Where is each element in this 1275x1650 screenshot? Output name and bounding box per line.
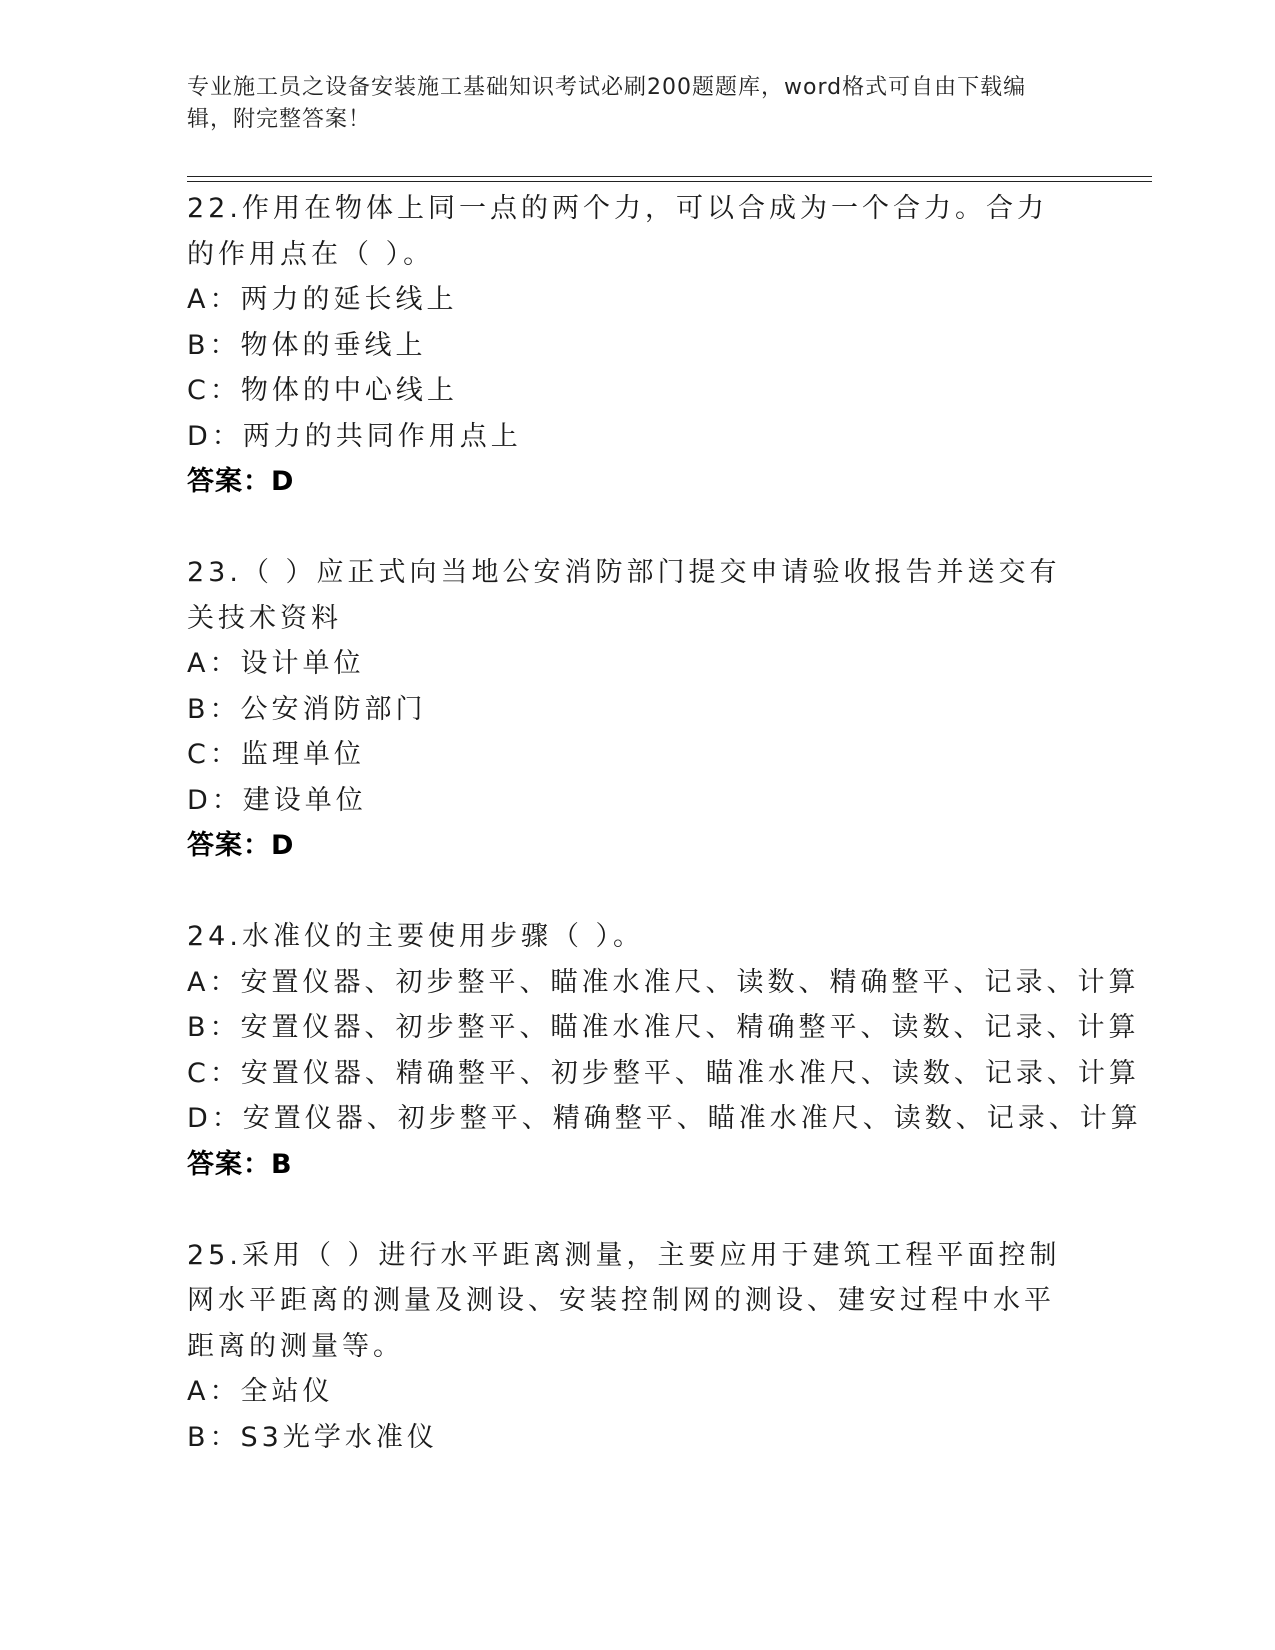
option-b: B：安置仪器、初步整平、瞄准水准尺、精确整平、读数、记录、计算 — [187, 1012, 1140, 1043]
spacer — [187, 869, 1087, 915]
answer-line: 答案：B — [187, 1148, 293, 1180]
option-b: B：S3光学水准仪 — [187, 1421, 438, 1453]
option-a: A：全站仪 — [187, 1376, 334, 1407]
option-d: D：安置仪器、初步整平、精确整平、瞄准水准尺、读数、记录、计算 — [187, 1103, 1142, 1134]
option-c: C：安置仪器、精确整平、初步整平、瞄准水准尺、读数、记录、计算 — [187, 1057, 1140, 1089]
option-a: A：安置仪器、初步整平、瞄准水准尺、读数、精确整平、记录、计算 — [187, 966, 1140, 998]
spacer — [187, 1187, 1087, 1233]
option-c: C：物体的中心线上 — [187, 375, 458, 406]
answer-line: 答案：D — [187, 830, 295, 861]
option-d: D：建设单位 — [187, 784, 367, 816]
question-24 — [187, 914, 1142, 1187]
option-c: C：监理单位 — [187, 739, 365, 770]
question-25 — [187, 1233, 1087, 1461]
answer-line: 答案：D — [187, 466, 295, 497]
option-d: D：两力的共同作用点上 — [187, 420, 522, 452]
header-divider-top — [187, 176, 1152, 177]
document-header: 专业施工员之设备安装施工基础知识考试必刷200题题库，word格式可自由下载编辑，附完整答案！ — [187, 75, 1027, 132]
question-stem: 23.（ ）应正式向当地公安消防部门提交申请验收报告并送交有关技术资料 — [187, 557, 1061, 634]
question-stem: 22.作用在物体上同一点的两个力，可以合成为一个合力。合力的作用点在（ ）。 — [187, 193, 1048, 270]
question-stem: 24.水准仪的主要使用步骤（ ）。 — [187, 921, 645, 952]
question-22 — [187, 186, 1087, 505]
question-list — [187, 186, 1142, 1460]
question-stem: 25.采用（ ）进行水平距离测量，主要应用于建筑工程平面控制网水平距离的测量及测设、安装控制网的测设、建安过程中水平距离的测量等。 — [187, 1239, 1061, 1362]
option-a: A：两力的延长线上 — [187, 284, 458, 315]
header-divider-bottom — [187, 181, 1152, 182]
option-a: A：设计单位 — [187, 648, 365, 679]
spacer — [187, 505, 1087, 551]
option-b: B：物体的垂线上 — [187, 329, 427, 361]
question-23 — [187, 550, 1087, 869]
option-b: B：公安消防部门 — [187, 693, 427, 725]
